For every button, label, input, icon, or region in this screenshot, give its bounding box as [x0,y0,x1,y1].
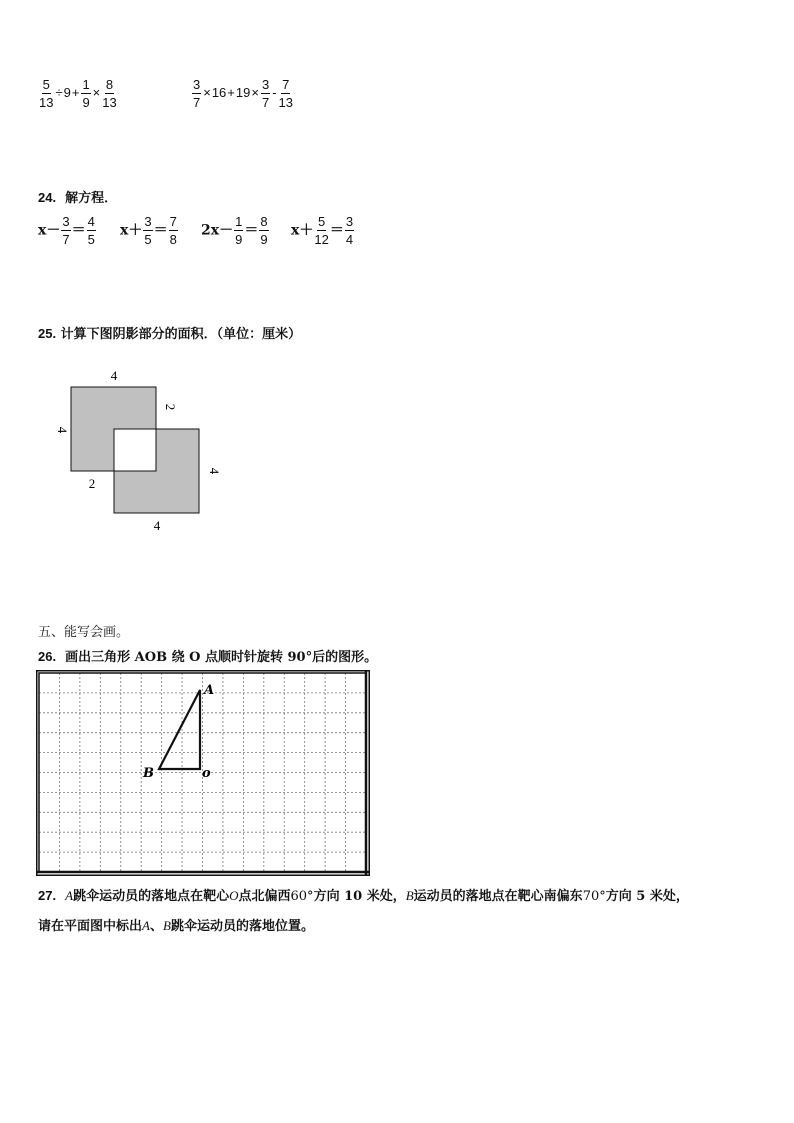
question-25-heading: 25. 计算下图阴影部分的面积．（单位：厘米） [38,326,302,342]
fraction: $\frac{3}{4}$ [345,214,354,247]
fraction: $\frac{3}{5}$ [144,214,152,247]
equation-2: x＋ $\frac{3}{5}$ ＝ $\frac{7}{8}$ [120,214,177,247]
shaded-squares-figure [40,360,240,540]
fraction: $\frac{7}{8}$ [169,214,177,247]
triangle-aob [159,690,200,769]
question-27-line-1: 27. A跳伞运动员的落地点在靶心O点北偏西60°方向 10 米处，B运动员的落地点在靶心南偏东70°方向 5 米处， [38,888,689,904]
point-b-label: B [143,766,154,781]
calc-expression-2: $\frac{3}{7}$ ×16+19× $\frac{3}{7}$ - $\frac{7}{13}$ [193,77,293,110]
overlap-square [114,429,156,471]
dim-top-width: 4 [110,368,118,383]
equation-4: x＋ $\frac{5}{12}$ ＝ $\frac{3}{4}$ [291,214,354,247]
fraction: $\frac{3}{7}$ [261,77,270,110]
calc-expression-1: $\frac{5}{13}$ ÷9+ $\frac{1}{9}$ × $\frac{8}{13}$ [39,77,117,110]
dim-right-height: 4 [207,467,222,475]
section-5-title: 五、能写会画。 [38,625,130,640]
equation-1: x－ $\frac{3}{7}$ ＝ $\frac{4}{5}$ [38,214,95,247]
dim-right-gap: 2 [163,403,178,411]
equation-3: 2x－ $\frac{1}{9}$ ＝ $\frac{8}{9}$ [201,214,268,247]
rotation-grid [36,670,370,876]
fraction: $\frac{5}{13}$ [39,77,54,110]
fraction: $\frac{8}{9}$ [260,214,268,247]
fraction: $\frac{5}{12}$ [314,214,329,247]
dim-bottom-width: 4 [153,518,161,533]
point-o-label: o [202,766,211,781]
fraction: $\frac{1}{9}$ [235,214,243,247]
question-26-heading: 26. 画出三角形 AOB 绕 O 点顺时针旋转 90°后的图形。 [38,649,378,665]
point-a-label: A [204,683,215,698]
fraction: $\frac{4}{5}$ [87,214,95,247]
dim-left-height: 4 [55,426,70,434]
fraction: $\frac{3}{7}$ [62,214,70,247]
fraction: $\frac{8}{13}$ [102,77,117,110]
fraction: $\frac{3}{7}$ [193,77,201,110]
question-24-heading: 24. 解方程． [38,190,118,206]
question-27-line-2: 请在平面图中标出A、B跳伞运动员的落地位置。 [38,918,314,934]
fraction: $\frac{1}{9}$ [82,77,90,110]
fraction: $\frac{7}{13}$ [278,77,293,110]
dim-bottom-gap: 2 [88,476,96,491]
